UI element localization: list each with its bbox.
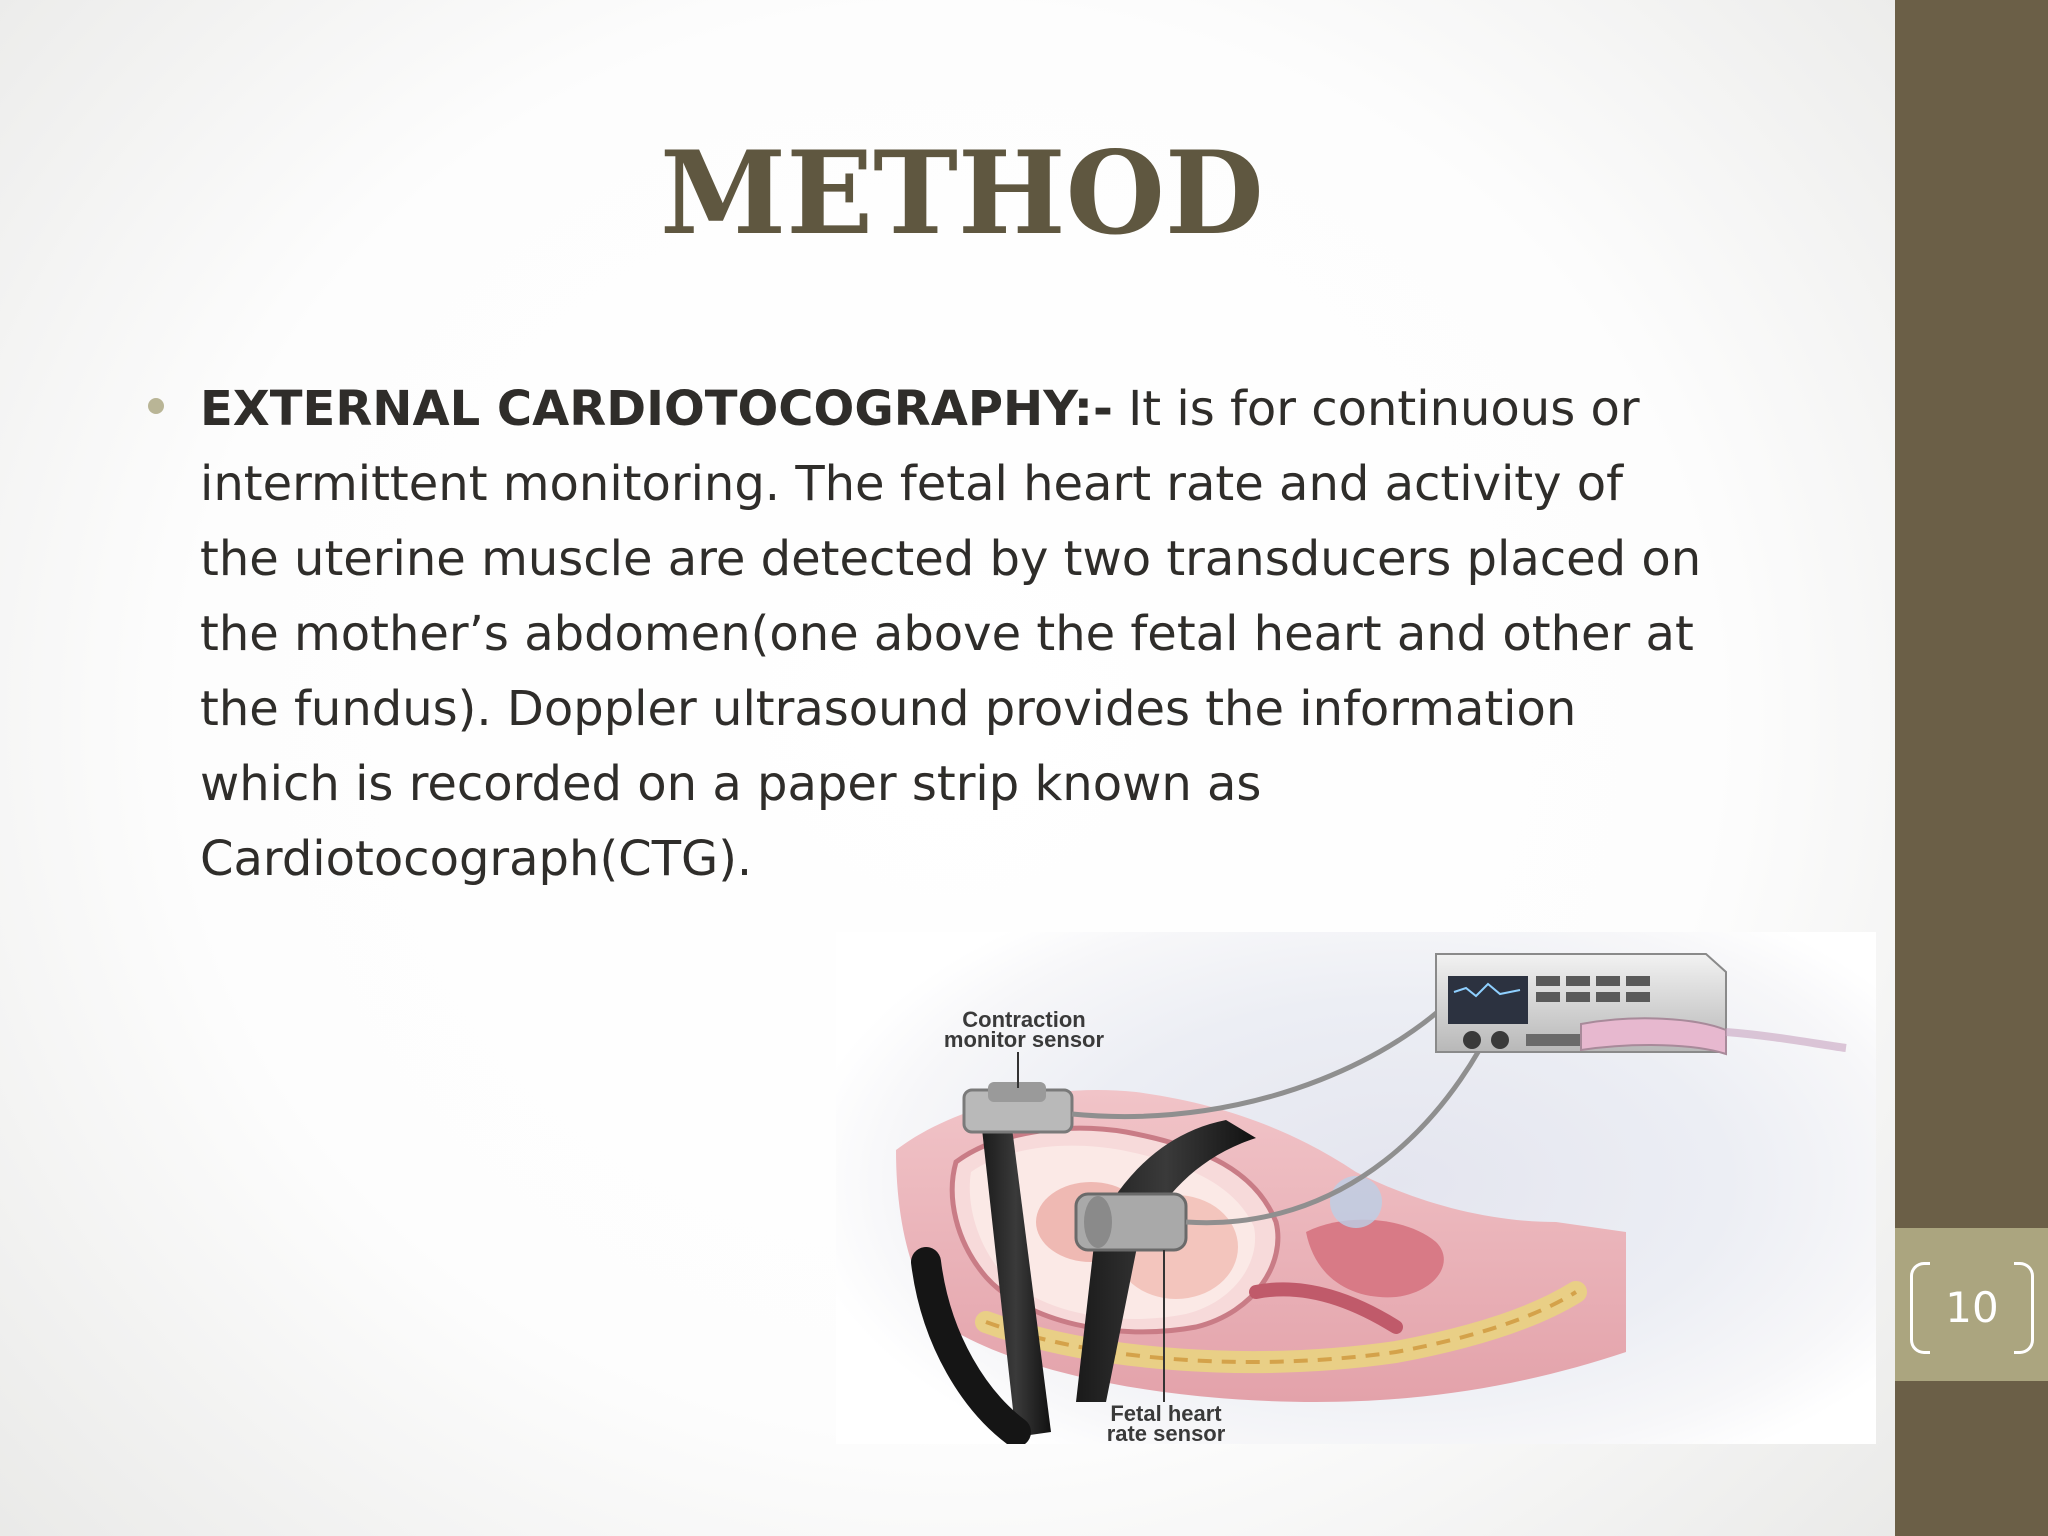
bullet-line-1-text: It is for continuous or bbox=[1112, 381, 1640, 437]
contraction-label-line-2: monitor sensor bbox=[943, 1027, 1105, 1052]
page-number: 10 bbox=[1945, 1283, 1999, 1332]
bullet-line-7: Cardiotocograph(CTG). bbox=[200, 831, 753, 887]
bullet-line-1 bbox=[200, 372, 1800, 447]
contraction-sensor-label bbox=[936, 1007, 1112, 1052]
contraction-label-line-1: Contraction bbox=[962, 1007, 1086, 1032]
bullet-line-6: which is recorded on a paper strip known as bbox=[200, 756, 1262, 812]
bullet-block bbox=[200, 372, 1800, 897]
bullet-line-3: the uterine muscle are detected by two transducers placed on bbox=[200, 531, 1702, 587]
bullet-term: EXTERNAL CARDIOTOCOGRAPHY:- bbox=[200, 381, 1113, 437]
fetal-heart-sensor-label bbox=[1086, 1401, 1246, 1446]
bullet-marker bbox=[148, 398, 164, 414]
bullet-text bbox=[200, 372, 1800, 897]
bullet-line-2: intermittent monitoring. The fetal heart rate and activity of bbox=[200, 456, 1624, 512]
ctg-illustration bbox=[836, 932, 1876, 1444]
ctg-monitor bbox=[1436, 954, 1846, 1054]
bullet-line-4: the mother’s abdomen(one above the fetal heart and other at bbox=[200, 606, 1694, 662]
right-bracket-icon bbox=[2014, 1262, 2034, 1354]
fetal-label-line-2: rate sensor bbox=[1106, 1421, 1226, 1446]
bullet-line-5: the fundus). Doppler ultrasound provides the information bbox=[200, 681, 1577, 737]
slide-title: METHOD bbox=[660, 126, 1264, 260]
fetal-heart-sensor bbox=[1076, 1194, 1186, 1250]
fetal-label-line-1: Fetal heart bbox=[1110, 1401, 1222, 1426]
left-bracket-icon bbox=[1910, 1262, 1930, 1354]
contraction-sensor bbox=[964, 1082, 1072, 1132]
